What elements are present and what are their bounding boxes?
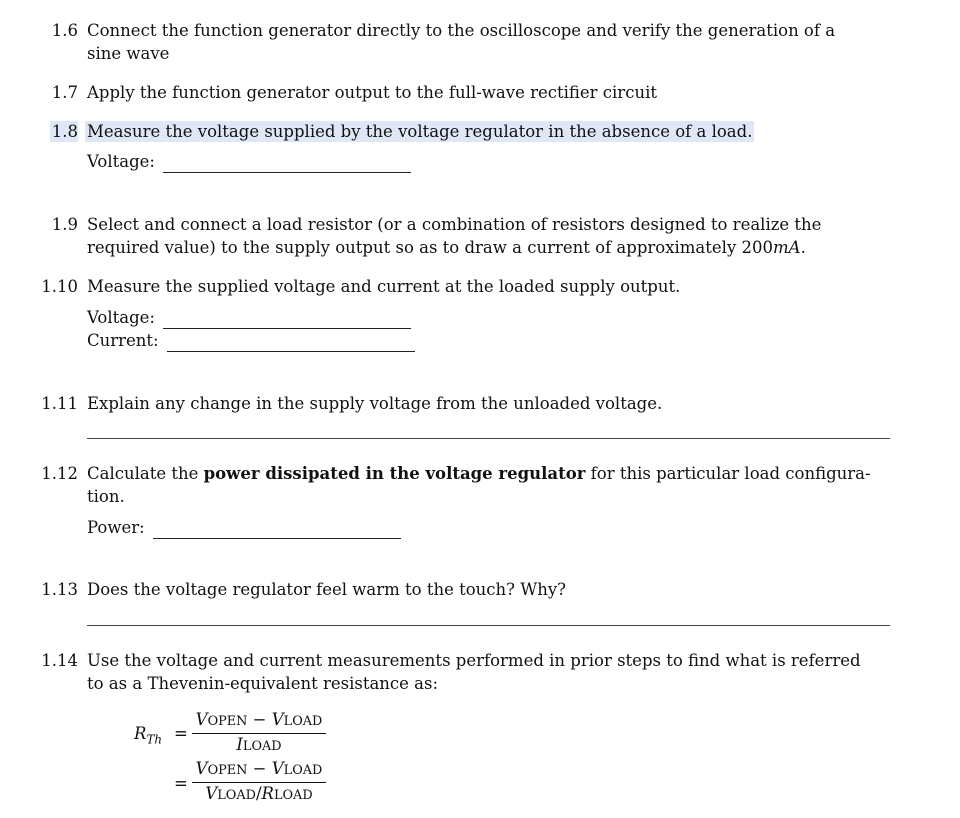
eq-equals-2: = xyxy=(174,774,188,793)
answer-line-explain[interactable] xyxy=(87,438,890,439)
fraction-2 xyxy=(192,759,326,806)
power-field[interactable] xyxy=(87,516,401,539)
step-text: Measure the supplied voltage and current at the loaded supply output. xyxy=(87,277,681,296)
answer-line-warm[interactable] xyxy=(87,625,890,626)
field-label: Power: xyxy=(87,518,145,537)
step-number: 1.10 xyxy=(41,277,78,296)
field-label: Voltage: xyxy=(87,308,155,327)
step-number: 1.7 xyxy=(51,83,78,102)
voltage-field-loaded[interactable] xyxy=(87,306,411,329)
step-text: Measure the voltage supplied by the voltage regulator in the absence of a load. xyxy=(87,122,753,141)
current-value: 200 xyxy=(741,238,774,257)
step-number: 1.14 xyxy=(41,651,78,670)
numerator-2: VOPEN − VLOAD xyxy=(195,759,323,778)
answer-line[interactable] xyxy=(153,524,401,539)
step-number: 1.6 xyxy=(51,21,78,40)
field-label: Voltage: xyxy=(87,152,155,171)
numerator-1: VOPEN − VLOAD xyxy=(195,710,323,729)
step-text: Apply the function generator output to the full-wave rectifier circuit xyxy=(87,83,657,102)
step-number: 1.9 xyxy=(51,215,78,234)
answer-line[interactable] xyxy=(163,314,411,329)
eq-equals-1: = xyxy=(174,724,188,743)
fraction-1 xyxy=(192,710,326,757)
answer-line[interactable] xyxy=(167,337,415,352)
answer-line[interactable] xyxy=(163,158,411,173)
denominator-2: VLOAD/RLOAD xyxy=(205,784,313,803)
fraction-bar-2 xyxy=(192,782,326,783)
voltage-field-unloaded[interactable] xyxy=(87,150,411,173)
fraction-bar-1 xyxy=(192,733,326,734)
step-text: Connect the function generator directly to the oscilloscope and verify the generation of a sine wave xyxy=(87,21,836,63)
step-text: Calculate the power dissipated in the voltage regulator for this particular load configura- tion. xyxy=(87,464,871,506)
field-label: Current: xyxy=(87,331,159,350)
eq-lhs: $R_{Th}$ xyxy=(134,724,163,747)
denominator-1: ILOAD xyxy=(236,735,282,754)
step-text: Use the voltage and current measurements performed in prior steps to find what is referred to as a Thevenin-equivalent resistance as: xyxy=(87,651,861,693)
step-number: 1.8 xyxy=(51,122,78,141)
bold-phrase: power dissipated in the voltage regulator xyxy=(203,464,586,483)
step-text: Select and connect a load resistor (or a combination of resistors designed to realize the required value) to the supply output so as to draw a current of approximately 200mA. xyxy=(87,215,822,257)
step-number: 1.12 xyxy=(41,464,78,483)
current-field-loaded[interactable] xyxy=(87,329,415,352)
current-unit: mA xyxy=(773,238,801,257)
step-number: 1.13 xyxy=(41,580,78,599)
step-text: Explain any change in the supply voltage from the unloaded voltage. xyxy=(87,394,663,413)
step-text: Does the voltage regulator feel warm to the touch? Why? xyxy=(87,580,567,599)
step-number: 1.11 xyxy=(41,394,78,413)
